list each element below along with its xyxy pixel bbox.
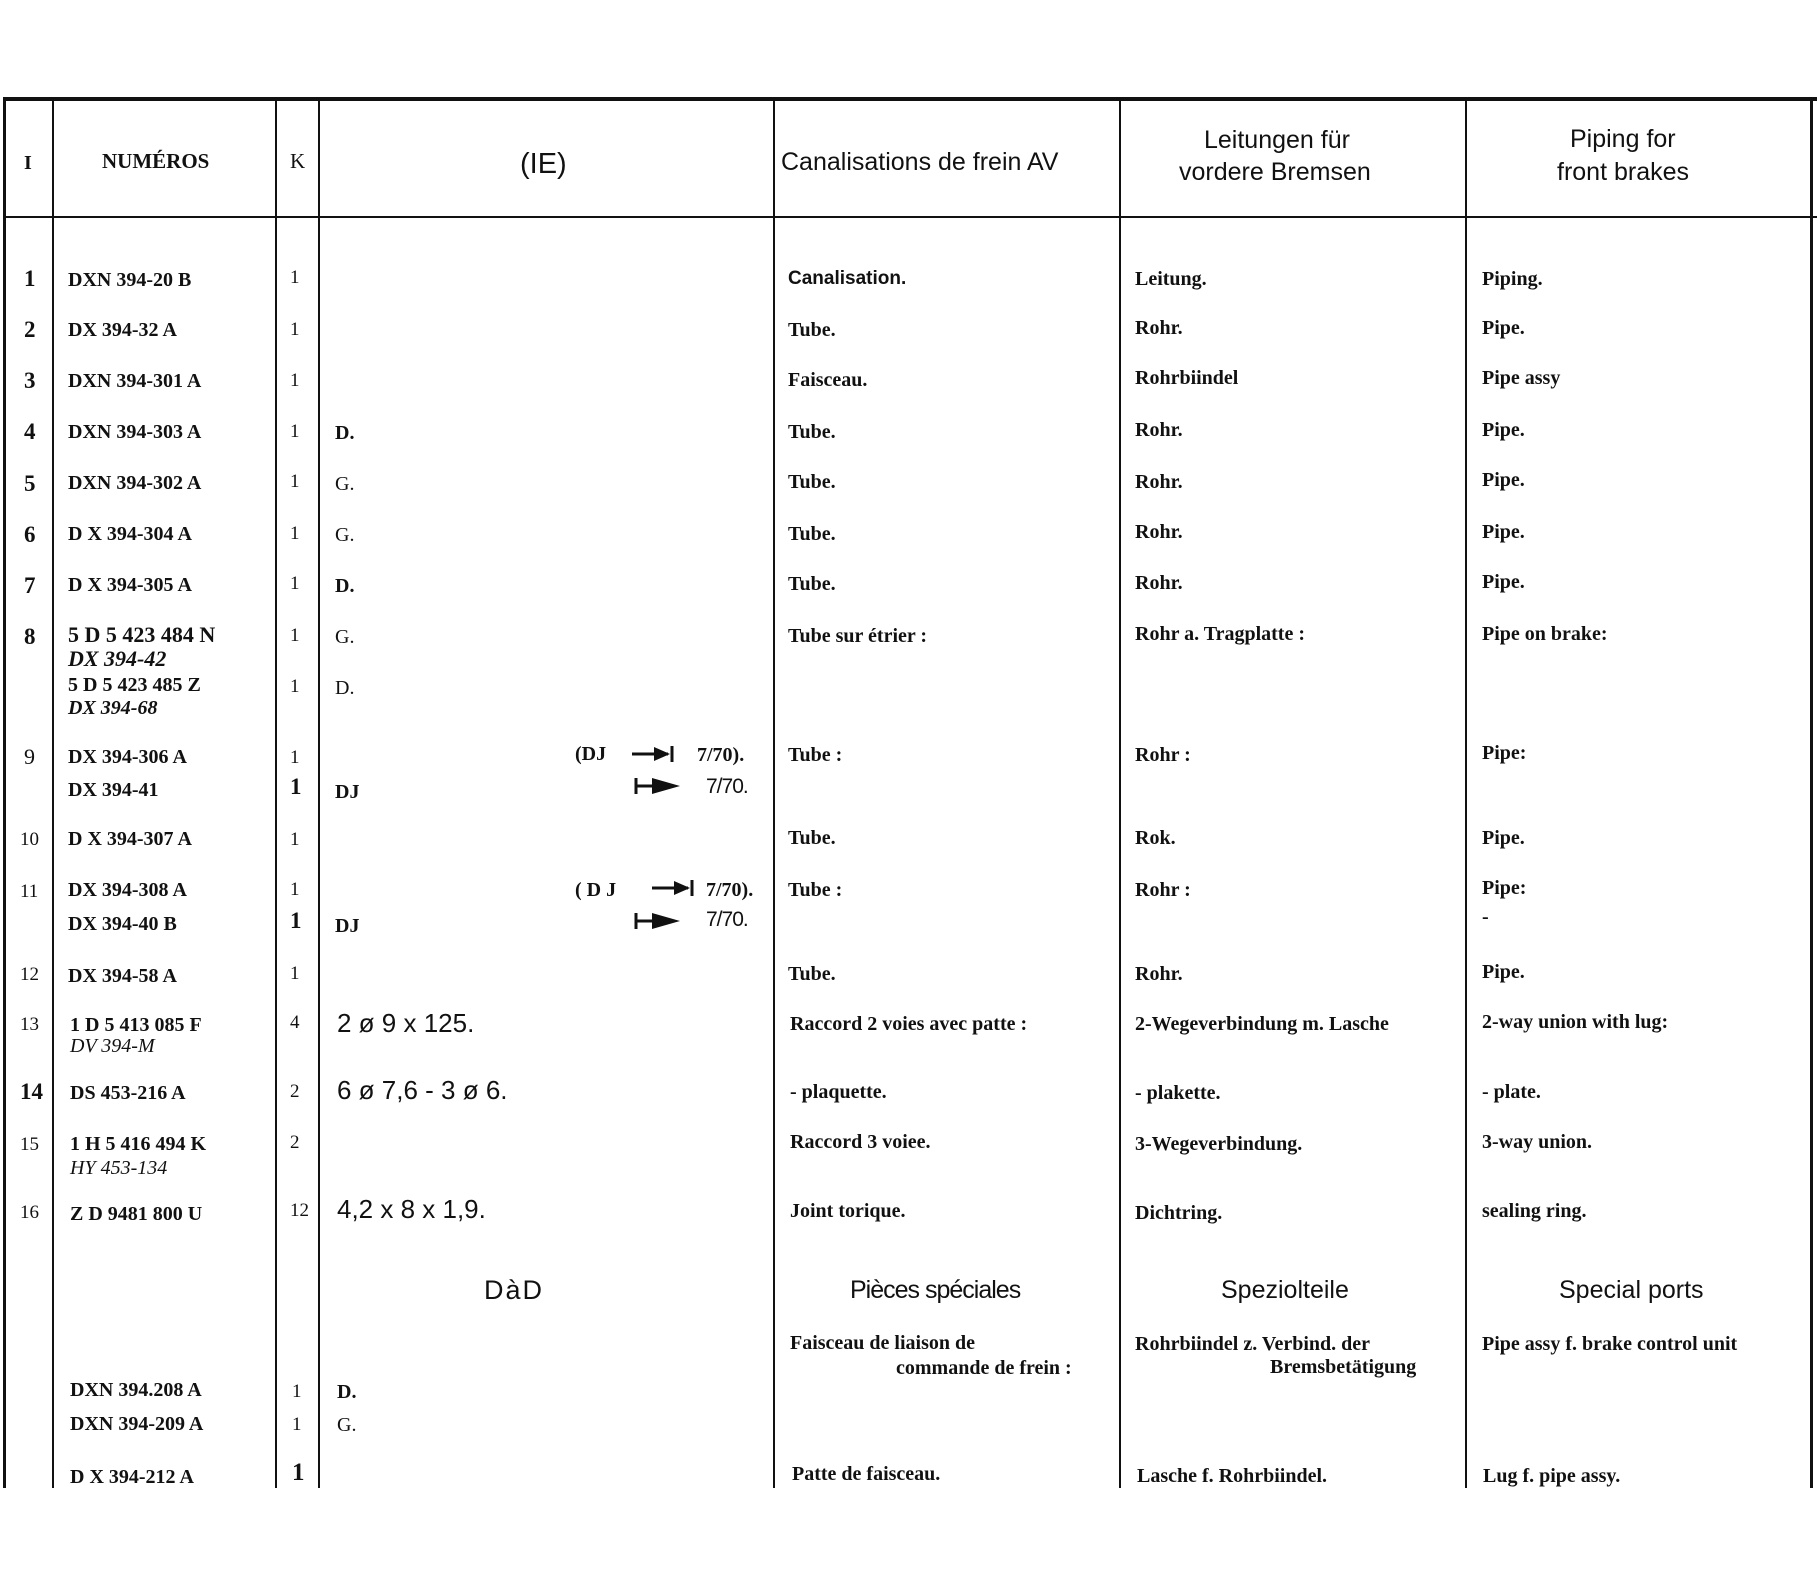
description-de: Rohr : (1135, 879, 1191, 901)
part-number: DXN 394-301 A (68, 370, 202, 392)
from-arrow-icon (634, 911, 682, 931)
quantity: 1 (290, 908, 302, 933)
description-fr: Tube. (788, 963, 836, 985)
description-fr: Tube. (788, 573, 836, 595)
date-note: 7/70. (706, 775, 748, 798)
quantity: 1 (290, 747, 300, 768)
quantity: 1 (290, 573, 300, 594)
row-index: 14 (20, 1079, 43, 1104)
part-number: DX 394-40 B (68, 913, 177, 935)
side-code: G. (335, 524, 355, 546)
row-index: 7 (24, 573, 36, 598)
header-k: K (290, 149, 306, 173)
row-index: 6 (24, 522, 36, 547)
part-number: D X 394-305 A (68, 574, 192, 596)
row-index: 8 (24, 624, 36, 649)
dimensions: 4,2 x 8 x 1,9. (337, 1194, 486, 1224)
description-fr: Tube sur étrier : (788, 625, 928, 647)
quantity: 1 (290, 963, 300, 984)
description-en: Pipe: (1482, 877, 1527, 899)
description-de: - plakette. (1135, 1082, 1221, 1104)
row-index: 15 (20, 1134, 39, 1155)
quantity: 1 (292, 1414, 302, 1435)
part-number: DX 394-308 A (68, 879, 187, 901)
part-number-alt: DX 394-68 (68, 697, 158, 719)
col-rule-1 (52, 97, 54, 1488)
side-code: DJ (335, 781, 360, 803)
part-number: DX 394-58 A (68, 965, 177, 987)
date-note-open: (DJ (575, 743, 607, 765)
row-index: 16 (20, 1202, 39, 1223)
description-en: Pipe. (1482, 961, 1525, 983)
section-label-ie: DàD (484, 1275, 545, 1305)
description-en: Pipe. (1482, 419, 1525, 441)
part-number: D X 394-304 A (68, 523, 192, 545)
description-fr: Tube : (788, 744, 843, 766)
quantity: 1 (290, 829, 300, 850)
description-de: Rohr. (1135, 471, 1183, 493)
row-index: 13 (20, 1014, 39, 1035)
part-number: DXN 394.208 A (70, 1379, 202, 1401)
date-note: 7/70). (706, 879, 754, 901)
quantity: 1 (290, 523, 300, 544)
quantity: 2 (290, 1132, 300, 1153)
side-code: DJ (335, 915, 360, 937)
header-numeros: NUMÉROS (102, 149, 210, 173)
description-de: Rok. (1135, 827, 1176, 849)
quantity: 1 (290, 774, 302, 799)
col-rule-4 (773, 97, 775, 1488)
col-rule-0 (3, 97, 6, 1488)
description-fr: Raccord 3 voiee. (790, 1131, 931, 1153)
row-index: 4 (24, 419, 36, 444)
description-de: Rohr. (1135, 419, 1183, 441)
part-number: D X 394-212 A (70, 1466, 194, 1488)
description-de: 3-Wegeverbindung. (1135, 1133, 1303, 1155)
header-fr: Canalisations de frein AV (781, 148, 1059, 176)
description-fr: Tube : (788, 879, 843, 901)
part-number: Z D 9481 800 U (70, 1203, 203, 1225)
part-number-alt: HY 453-134 (70, 1157, 168, 1179)
date-note: 7/70. (706, 908, 748, 931)
quantity: 2 (290, 1081, 300, 1102)
part-number: DXN 394-303 A (68, 421, 202, 443)
header-index: I (24, 152, 32, 174)
description-de: Rohr. (1135, 572, 1183, 594)
col-rule-6 (1465, 97, 1467, 1488)
special-description-de-line2: Bremsbetätigung (1270, 1356, 1417, 1378)
description-en: sealing ring. (1482, 1200, 1587, 1222)
special-description-de-line1: Rohrbiindel z. Verbind. der (1135, 1333, 1371, 1355)
quantity: 1 (290, 370, 300, 391)
part-number: DX 394-306 A (68, 746, 187, 768)
quantity: 1 (292, 1381, 302, 1402)
description-en: Pipe. (1482, 469, 1525, 491)
section-title-en: Special ports (1559, 1276, 1704, 1304)
description-fr: Tube. (788, 421, 836, 443)
part-number: 5 D 5 423 484 N (68, 622, 216, 647)
description-en: Pipe. (1482, 571, 1525, 593)
description-en: Pipe. (1482, 827, 1525, 849)
row-index: 1 (24, 266, 36, 291)
part-number-alt: DV 394-M (70, 1035, 155, 1057)
part-number-alt: DX 394-42 (68, 646, 167, 671)
part-number: DXN 394-302 A (68, 472, 202, 494)
quantity: 1 (290, 879, 300, 900)
part-number: 5 D 5 423 485 Z (68, 674, 201, 696)
quantity: 1 (290, 676, 300, 697)
header-en-line2: front brakes (1557, 158, 1690, 186)
part-number: 1 H 5 416 494 K (70, 1133, 207, 1155)
description-de: Rohr. (1135, 317, 1183, 339)
description-fr: Tube. (788, 523, 836, 545)
quantity: 1 (290, 267, 300, 288)
description-de: Rohr a. Tragplatte : (1135, 623, 1305, 645)
dimensions: 6 ø 7,6 - 3 ø 6. (337, 1075, 508, 1105)
description-en: 3-way union. (1482, 1131, 1593, 1153)
until-arrow-icon (632, 744, 678, 764)
description-fr: Joint torique. (790, 1200, 906, 1222)
row-index: 9 (24, 744, 35, 769)
special-description-fr-line2: commande de frein : (896, 1357, 1072, 1379)
description-de: Dichtring. (1135, 1202, 1223, 1224)
quantity: 12 (290, 1200, 309, 1221)
description-en: Lug f. pipe assy. (1483, 1465, 1621, 1487)
date-note-open: ( D J (575, 879, 617, 901)
special-description-en: Pipe assy f. brake control unit (1482, 1333, 1738, 1355)
col-rule-2 (275, 97, 277, 1488)
part-number: D X 394-307 A (68, 828, 192, 850)
description-en: Pipe assy (1482, 367, 1561, 389)
header-de-line2: vordere Bremsen (1179, 158, 1371, 186)
date-note: 7/70). (697, 744, 745, 766)
side-code: G. (335, 473, 355, 495)
description-fr: Tube. (788, 319, 836, 341)
col-rule-3 (318, 97, 320, 1488)
description-en: Pipe. (1482, 521, 1525, 543)
part-number: DX 394-41 (68, 779, 159, 801)
description-en: Pipe. (1482, 317, 1525, 339)
description-de: 2-Wegeverbindung m. Lasche (1135, 1013, 1389, 1035)
header-de-line1: Leitungen für (1204, 126, 1350, 154)
description-fr: Tube. (788, 471, 836, 493)
quantity: 1 (290, 319, 300, 340)
quantity: 4 (290, 1012, 300, 1033)
from-arrow-icon (634, 776, 682, 796)
header-en-line1: Piping for (1570, 125, 1676, 153)
row-index: 5 (24, 471, 36, 496)
col-rule-5 (1119, 97, 1121, 1488)
description-fr: Canalisation. (788, 268, 907, 289)
quantity: 1 (290, 625, 300, 646)
description-de: Rohr. (1135, 521, 1183, 543)
description-de: Rohrbiindel (1135, 367, 1239, 389)
description-de: Lasche f. Rohrbiindel. (1137, 1465, 1328, 1487)
description-fr: Raccord 2 voies avec patte : (790, 1013, 1028, 1035)
row-index: 2 (24, 317, 36, 342)
special-description-fr-line1: Faisceau de liaison de (790, 1332, 976, 1354)
description-de: Rohr : (1135, 744, 1191, 766)
side-code: D. (335, 422, 355, 444)
side-code: G. (335, 626, 355, 648)
dimensions: 2 ø 9 x 125. (337, 1008, 475, 1038)
description-fr: - plaquette. (790, 1081, 887, 1103)
row-index: 10 (20, 829, 39, 850)
description-en: Pipe on brake: (1482, 623, 1608, 645)
description-en: - plate. (1482, 1081, 1541, 1103)
description-en: Pipe: (1482, 742, 1527, 764)
part-number: DXN 394-209 A (70, 1413, 204, 1435)
header-ie: (IE) (520, 148, 567, 180)
description-fr: Faisceau. (788, 369, 868, 391)
row-index: 12 (20, 964, 39, 985)
part-number: 1 D 5 413 085 F (70, 1014, 202, 1036)
part-number: DXN 394-20 B (68, 269, 192, 291)
part-number: DS 453-216 A (70, 1082, 186, 1104)
row-index: 3 (24, 368, 36, 393)
part-number: DX 394-32 A (68, 319, 177, 341)
quantity: 1 (290, 421, 300, 442)
section-title-fr: Pièces spéciales (850, 1276, 1021, 1304)
description-en-continuation: - (1482, 906, 1489, 928)
description-en: Piping. (1482, 268, 1543, 290)
description-de: Rohr. (1135, 963, 1183, 985)
quantity: 1 (292, 1459, 305, 1486)
description-en: 2-way union with lug: (1482, 1011, 1669, 1033)
col-rule-7 (1810, 97, 1813, 1488)
description-fr: Tube. (788, 827, 836, 849)
side-code: D. (335, 677, 355, 699)
row-index: 11 (20, 881, 39, 902)
side-code: G. (337, 1414, 357, 1436)
quantity: 1 (290, 471, 300, 492)
until-arrow-icon (652, 878, 698, 898)
side-code: D. (337, 1381, 357, 1403)
description-de: Leitung. (1135, 268, 1207, 290)
side-code: D. (335, 575, 355, 597)
section-title-de: Speziolteile (1221, 1276, 1349, 1304)
description-fr: Patte de faisceau. (792, 1463, 941, 1485)
